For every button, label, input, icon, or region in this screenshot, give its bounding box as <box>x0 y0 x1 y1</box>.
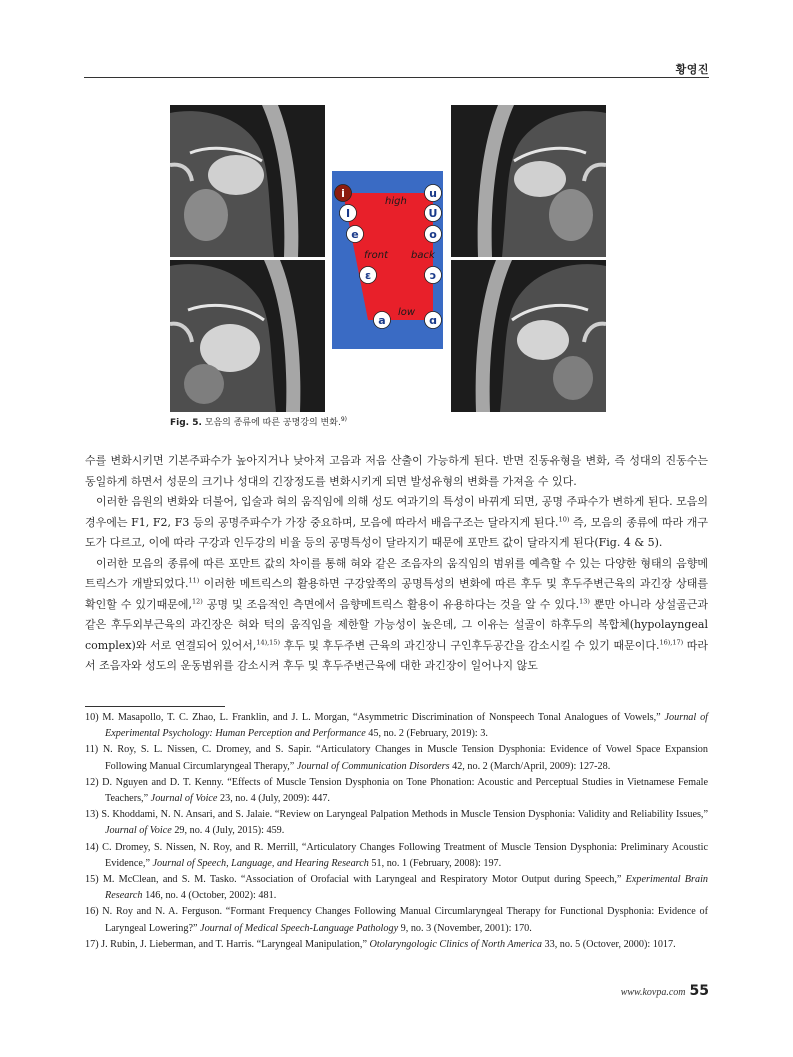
mri-scan-top-right <box>451 105 606 257</box>
figure-caption-reference: 9) <box>340 416 347 423</box>
vowel-symbol: U <box>428 207 438 220</box>
reference-text: 146, no. 4 (October, 2002): 481. <box>142 890 277 902</box>
mri-scan-bottom-right <box>451 260 606 412</box>
reference-text: 9, no. 3 (November, 2001): 170. <box>398 922 532 934</box>
reference-journal-title: Journal of Experimental Psychology: Human Perception and Performance <box>105 712 708 740</box>
reference-text: 12) D. Nguyen and D. T. Kenny. “Effects of Muscle Tension Dysphonia on Tone Phonation: Acoustic and Perceptual Studies in Vietnamese Female Teachers,” <box>85 776 708 805</box>
reference-journal-title: Experimental Brain Research <box>105 874 709 902</box>
page-number: 55 <box>689 983 709 999</box>
reference-item <box>85 904 708 936</box>
mri-scan-bottom-left <box>170 260 325 412</box>
body-paragraph <box>85 554 708 677</box>
reference-journal-title: Journal of Voice <box>105 825 172 837</box>
paragraph-text: 이러한 모음의 종류에 따른 포만트 값의 차이를 통해 혀와 같은 조음자의 움직임의 범위를 예측할 수 있는 다양한 형태의 음향메트릭스가 개발되었다. <box>85 556 708 590</box>
reference-text: 13) S. Khoddami, N. N. Ansari, and S. Jalaie. “Review on Laryngeal Palpation Methods in Muscle Tension Dysphonia: Validity and Reliability Issues,” <box>85 809 708 821</box>
figure-5 <box>170 105 606 412</box>
header-rule <box>84 77 709 78</box>
reference-journal-title: Journal of Speech, Language, and Hearing Research <box>152 857 369 869</box>
reference-journal-title: Journal of Communication Disorders <box>296 760 450 772</box>
reference-item <box>85 775 708 807</box>
citation-superscript: 14),15) <box>256 637 280 646</box>
vowel-symbol: e <box>351 228 359 241</box>
paragraph-text: 공명 및 조음적인 측면에서 음향메트릭스 활용이 유용하다는 것을 알 수 있다. <box>202 597 580 611</box>
paragraph-text: 이러한 메트릭스의 활용하면 구강앞쪽의 공명특성의 변화에 따른 후두 및 후두주변근육의 과긴장 상태를 확인할 수 있기때문에, <box>85 577 708 611</box>
footer-website: www.kovpa.com <box>620 987 686 998</box>
vowel-symbol: u <box>429 187 437 200</box>
vowel-symbol: ɔ <box>429 269 437 282</box>
reference-text: 45, no. 2 (February, 2019): 3. <box>365 728 488 740</box>
reference-item <box>85 937 708 953</box>
paragraph-text: 즉, 모음의 종류에 따라 개구도가 다르고, 이에 따라 구강과 인두강의 비율 등의 공명특성이 달라지기 때문에 포만트 값이 달라지게 된다(Fig. 4 & 5). <box>85 515 708 549</box>
reference-item <box>85 807 708 839</box>
mri-scan-top-left <box>170 105 325 257</box>
figure-label: Fig. 5. <box>170 418 202 428</box>
citation-superscript: 10) <box>558 514 570 523</box>
figure-caption-text: 모음의 종류에 따른 공명강의 변화. <box>201 418 341 428</box>
label-back: back <box>411 250 435 261</box>
reference-list <box>85 710 708 953</box>
reference-journal-title: Journal of Voice <box>150 793 218 805</box>
citation-superscript: 13) <box>579 596 590 605</box>
reference-journal-title: Journal of Medical Speech-Language Pathology <box>200 922 399 934</box>
vowel-symbol: o <box>429 228 437 241</box>
label-low: low <box>398 307 416 318</box>
vowel-symbol: I <box>345 207 351 220</box>
reference-text: 51, no. 1 (February, 2008): 197. <box>368 857 502 869</box>
figure-caption <box>170 415 347 428</box>
label-front: front <box>364 250 389 261</box>
reference-text: 16) N. Roy and N. A. Ferguson. “Formant Frequency Changes Following Manual Circumlaryngeal Therapy for Functional Dysphonia: Evidence of Laryngeal Lowering?” <box>85 906 708 934</box>
vowel-symbol: ɑ <box>429 314 437 327</box>
paragraph-text: 따라서 조음자와 성도의 운동범위를 감소시켜 후두 및 후두주변근육에 대한 과긴장이 일어나지 않도 <box>85 638 708 672</box>
vowel-symbol: i <box>341 187 345 200</box>
citation-superscript: 12) <box>192 596 203 605</box>
vowel-symbol: a <box>378 314 386 327</box>
citation-superscript: 11) <box>188 576 200 585</box>
reference-item <box>85 872 708 904</box>
reference-text: 14) C. Dromey, S. Nissen, N. Roy, and R. Merrill, “Articulatory Changes Following Treatment of Muscle Tension Dysphonia: Preliminary Acoustic Evidence,” <box>85 841 708 869</box>
reference-text: 17) J. Rubin, J. Lieberman, and T. Harris. “Laryngeal Manipulation,” <box>85 938 370 950</box>
reference-text: 15) M. McClean, and S. M. Tasko. “Association of Orofacial with Laryngeal and Respiratory Motor Output during Speech,” <box>85 874 626 886</box>
label-high: high <box>385 196 407 207</box>
reference-item <box>85 840 708 872</box>
reference-text: 29, no. 4 (July, 2015): 459. <box>171 825 285 837</box>
paragraph-text: 이러한 음원의 변화와 더불어, 입술과 혀의 움직임에 의해 성도 여과기의 특성이 바뀌게 되면, 공명 주파수가 변하게 된다. 모음의 경우에는 F1, F2, F3 등의 공명주파수가 가장 중요하며, 모음에 따라서 배음구조는 달라지게 된다. <box>85 495 708 529</box>
body-text <box>85 451 708 677</box>
footnote-rule <box>85 706 225 707</box>
reference-text: 33, no. 5 (Octover, 2000): 1017. <box>541 938 676 950</box>
vowel-quadrilateral-diagram <box>327 105 448 412</box>
reference-item <box>85 710 708 742</box>
paragraph-text: 후두 및 후두주변 근육의 과긴장니 구인후두공간을 감소시킬 수 있기 때문이다. <box>280 638 660 652</box>
reference-item <box>85 742 708 774</box>
paragraph-text: 수를 변화시키면 기본주파수가 높아지거나 낮아져 고음과 저음 산출이 가능하게 된다. 반면 진동유형을 변화, 즉 성대의 진동수는 동일하게 하면서 성문의 크기나 성대의 긴장정도를 변화시키게 되면 발성유형의 변화를 가져올 수 있다. <box>85 454 708 488</box>
reference-text: 11) N. Roy, S. L. Nissen, C. Dromey, and S. Sapir. “Articulatory Changes in Muscle Tension Dysphonia: Evidence of Vowel Space Expansion Following Manual Circumlaryngeal Therapy,” <box>85 744 708 772</box>
reference-text: 42, no. 2 (March/April, 2009): 127-28. <box>449 760 611 772</box>
reference-text: 23, no. 4 (July, 2009): 447. <box>217 793 330 805</box>
reference-journal-title: Otolaryngologic Clinics of North America <box>369 938 542 950</box>
vowel-diagram-panel <box>327 105 448 412</box>
running-header-author: 황영진 <box>675 63 709 76</box>
reference-text: 10) M. Masapollo, T. C. Zhao, L. Franklin, and J. L. Morgan, “Asymmetric Discrimination of Nonspeech Tonal Analogues of Vowels,” <box>85 712 665 723</box>
vowel-symbol: ɛ <box>364 269 372 282</box>
body-paragraph <box>85 451 708 492</box>
body-paragraph <box>85 492 708 554</box>
paragraph-text: 뿐만 아니라 상설골근과 같은 후두외부근육의 과긴장은 혀와 턱의 움직임을 제한할 가능성이 높은데, 그 이유는 설골이 하후두의 복합체(hypolayngeal complex)와 서로 연결되어 있어서, <box>85 597 708 652</box>
citation-superscript: 16),17) <box>659 637 684 646</box>
page-footer <box>621 982 709 1000</box>
